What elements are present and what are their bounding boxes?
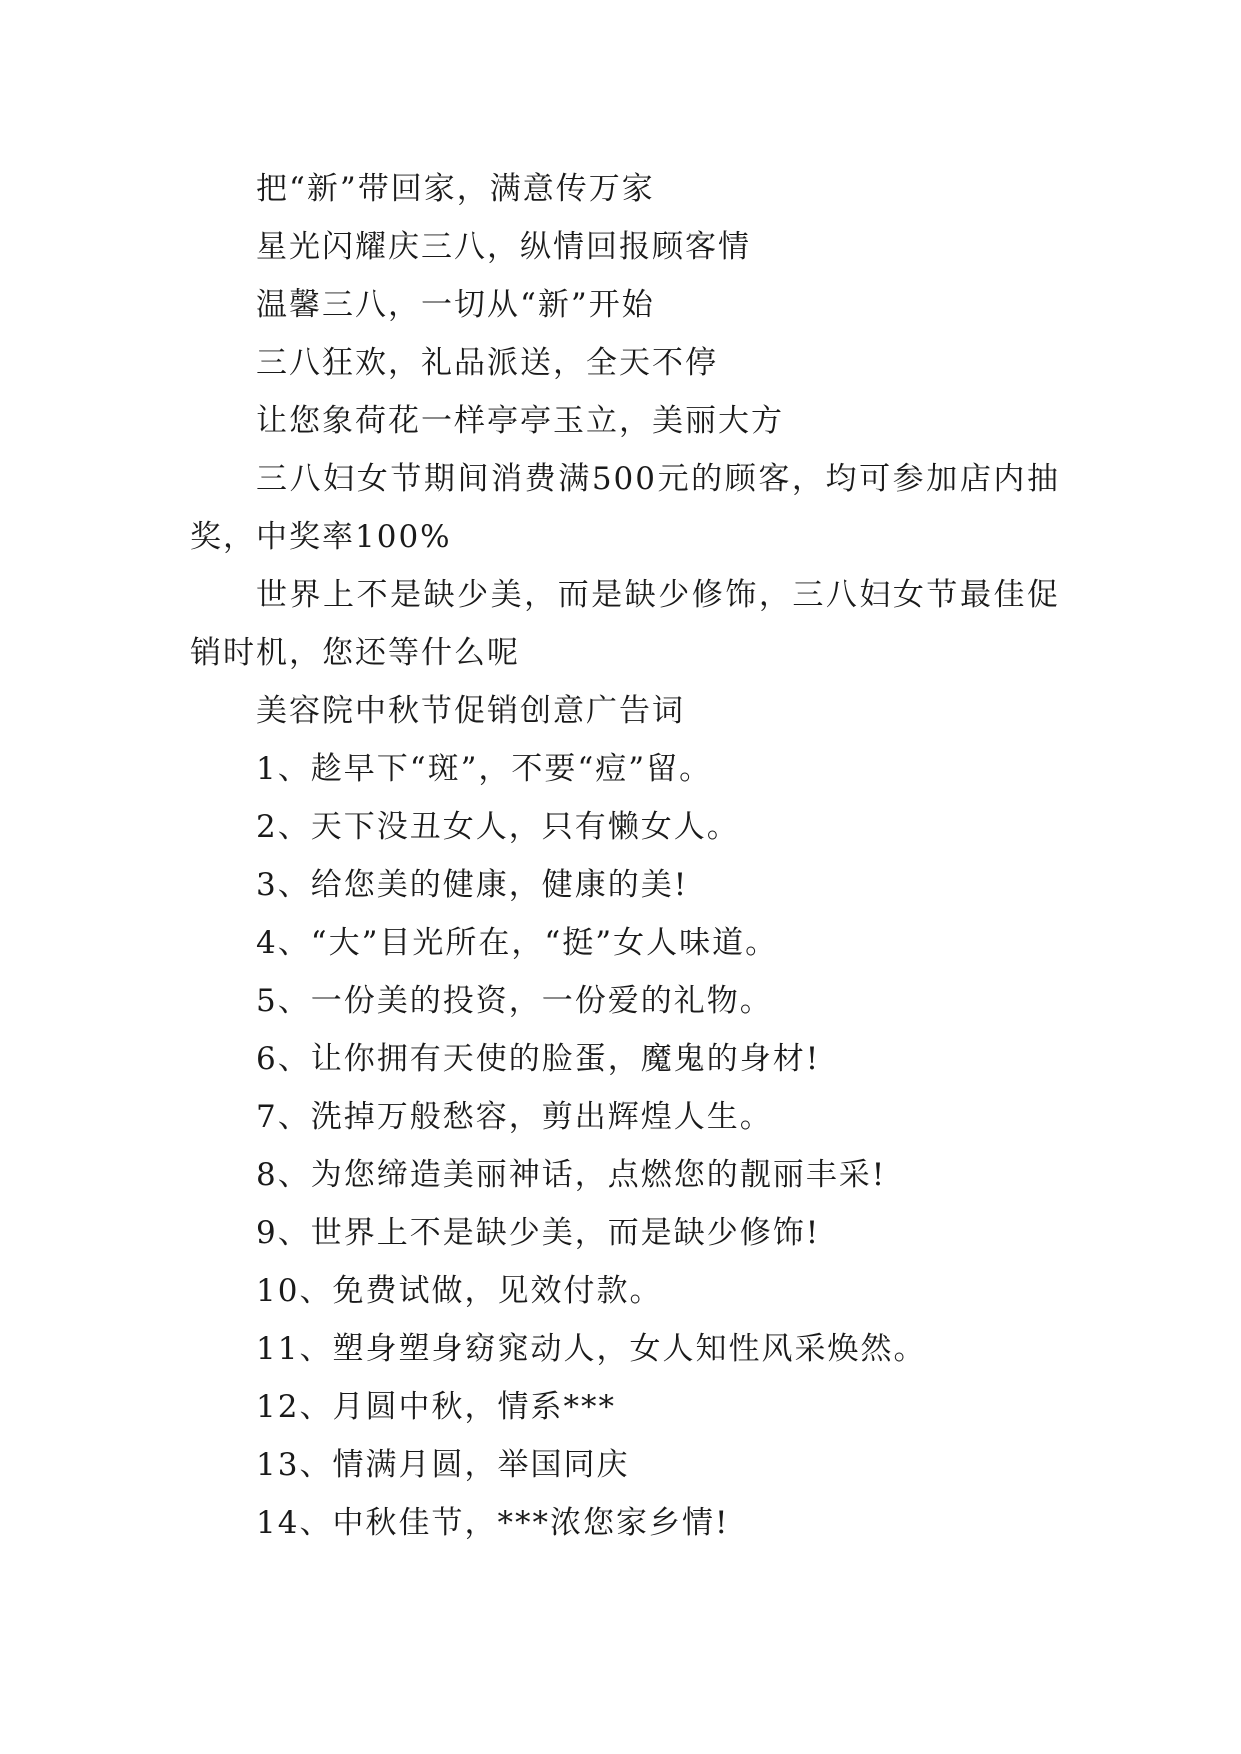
section-heading: 美容院中秋节促销创意广告词 [256,693,685,729]
list-item: 14、中秋佳节，***浓您家乡情! [256,1505,730,1541]
paragraph: 把“新”带回家，满意传万家 [256,171,655,207]
paragraph: 三八妇女节期间消费满500元的顾客，均可参加店内抽奖，中奖率100% [190,461,1060,555]
document-body [190,160,1060,1552]
paragraph: 星光闪耀庆三八，纵情回报顾客情 [256,229,751,265]
list-item: 1、趁早下“斑”，不要“痘”留。 [256,751,713,787]
list-item: 2、天下没丑女人，只有懒女人。 [256,809,740,845]
list-item: 11、塑身塑身窈窕动人，女人知性风采焕然。 [256,1331,927,1367]
paragraph: 让您象荷花一样亭亭玉立，美丽大方 [256,403,784,439]
list-item: 6、让你拥有天使的脸蛋，魔鬼的身材! [256,1041,821,1077]
list-item: 10、免费试做，见效付款。 [256,1273,663,1309]
list-item: 13、情满月圆，举国同庆 [256,1447,630,1483]
list-item: 5、一份美的投资，一份爱的礼物。 [256,983,773,1019]
list-item: 7、洗掉万般愁容，剪出辉煌人生。 [256,1099,773,1135]
list-item: 9、世界上不是缺少美，而是缺少修饰! [256,1215,821,1251]
paragraph: 世界上不是缺少美，而是缺少修饰，三八妇女节最佳促销时机，您还等什么呢 [190,577,1060,671]
paragraph: 三八狂欢，礼品派送，全天不停 [256,345,718,381]
list-item: 3、给您美的健康，健康的美! [256,867,689,903]
paragraph: 温馨三八，一切从“新”开始 [256,287,655,323]
list-item: 12、月圆中秋，情系*** [256,1389,616,1425]
list-item: 4、“大”目光所在，“挺”女人味道。 [256,925,779,961]
list-item: 8、为您缔造美丽神话，点燃您的靓丽丰采! [256,1157,887,1193]
